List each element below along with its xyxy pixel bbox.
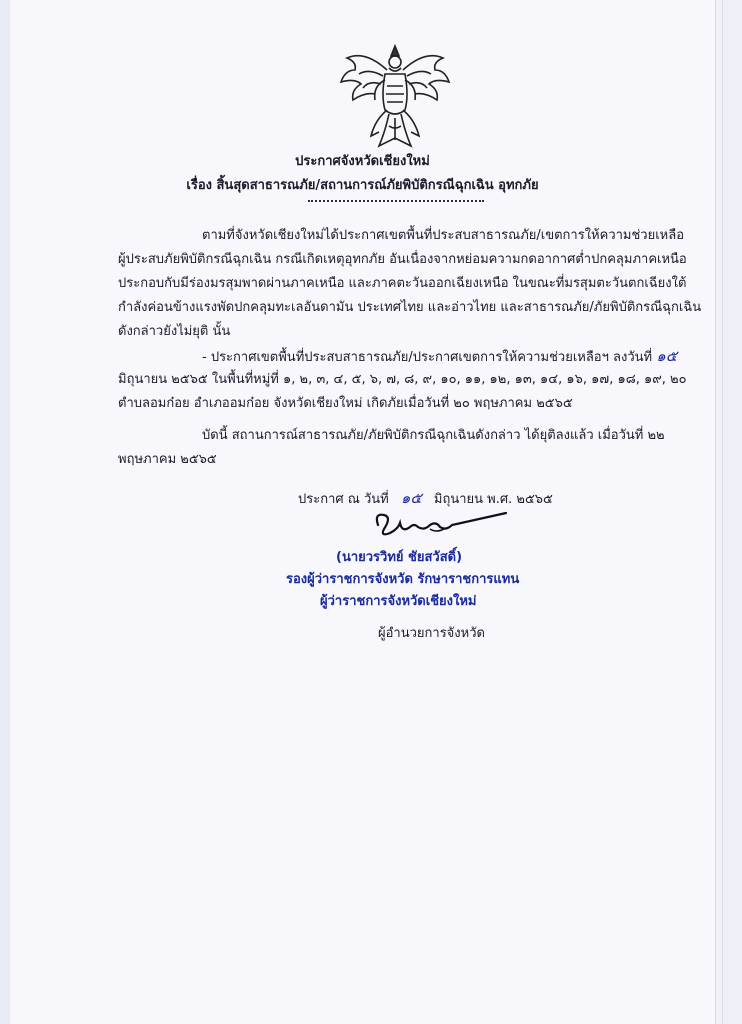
para1-line4: กำลังค่อนข้างแรงพัดปกคลุมทะเลอันดามัน ประเทศไทย และอ่าวไทย และสาธารณภัย/ภัยพิบัติกรณีฉุกเฉิน — [118, 300, 702, 315]
dateline-day: ๑๕ — [400, 489, 422, 507]
page-stack-edge-outer — [722, 0, 742, 1024]
dateline-prefix: ประกาศ ณ วันที่ — [298, 492, 389, 507]
signatory-footer: ผู้อำนวยการจังหวัด — [378, 626, 485, 641]
bullet-line2: มิถุนายน ๒๕๖๕ ในพื้นที่หมู่ที่ ๑, ๒, ๓, ๔, ๕, ๖, ๗, ๘, ๙, ๑๐, ๑๑, ๑๒, ๑๓, ๑๔, ๑๖, ๑๗, ๑๘, ๑๙, ๒๐ — [118, 372, 687, 387]
bullet-line1 — [202, 344, 677, 368]
signatory-position1: รองผู้ว่าราชการจังหวัด รักษาราชการแทน — [286, 572, 520, 587]
bullet-line3: ตำบลอมก๋อย อำเภออมก๋อย จังหวัดเชียงใหม่ เกิดภัยเมื่อวันที่ ๒๐ พฤษภาคม ๒๕๖๕ — [118, 396, 573, 411]
announcement-title: ประกาศจังหวัดเชียงใหม่ — [295, 154, 430, 169]
document-page — [10, 0, 715, 1024]
divider-dotted — [308, 200, 484, 202]
para1-line5: ดังกล่าวยังไม่ยุติ นั้น — [118, 324, 231, 339]
para1-line3: ประกอบกับมีร่องมรสุมพาดผ่านภาคเหนือ และภาคตะวันออกเฉียงเหนือ ในขณะที่มรสุมตะวันตกเฉียงใต้ — [118, 276, 687, 291]
para3-line1: บัดนี้ สถานการณ์สาธารณภัย/ภัยพิบัติกรณีฉุกเฉินดังกล่าว ได้ยุติลงแล้ว เมื่อวันที่ ๒๒ — [202, 428, 665, 443]
signatory-position2: ผู้ว่าราชการจังหวัดเชียงใหม่ — [320, 594, 477, 609]
announcement-subject: เรื่อง สิ้นสุดสาธารณภัย/สถานการณ์ภัยพิบัติกรณีฉุกเฉิน อุทกภัย — [186, 178, 539, 193]
handwritten-day: ๑๕ — [656, 347, 678, 365]
signature-icon — [370, 503, 510, 543]
garuda-emblem-icon — [335, 40, 455, 152]
signatory-name: (นายวรวิทย์ ชัยสวัสดิ์) — [336, 550, 463, 565]
para3-line2: พฤษภาคม ๒๕๖๕ — [118, 452, 217, 467]
bullet-text: - ประกาศเขตพื้นที่ประสบสาธารณภัย/ประกาศเขตการให้ความช่วยเหลือฯ ลงวันที่ — [202, 350, 653, 365]
page-stack-edge — [715, 0, 722, 1024]
para1-line2: ผู้ประสบภัยพิบัติกรณีฉุกเฉิน กรณีเกิดเหตุอุทกภัย อันเนื่องจากหย่อมความกดอากาศต่ำปกคลุมภาคเหนือ — [118, 252, 687, 267]
para1-line1: ตามที่จังหวัดเชียงใหม่ได้ประกาศเขตพื้นที่ประสบสาธารณภัย/เขตการให้ความช่วยเหลือ — [202, 228, 685, 243]
dateline-month-year: มิถุนายน พ.ศ. ๒๕๖๕ — [433, 492, 553, 507]
